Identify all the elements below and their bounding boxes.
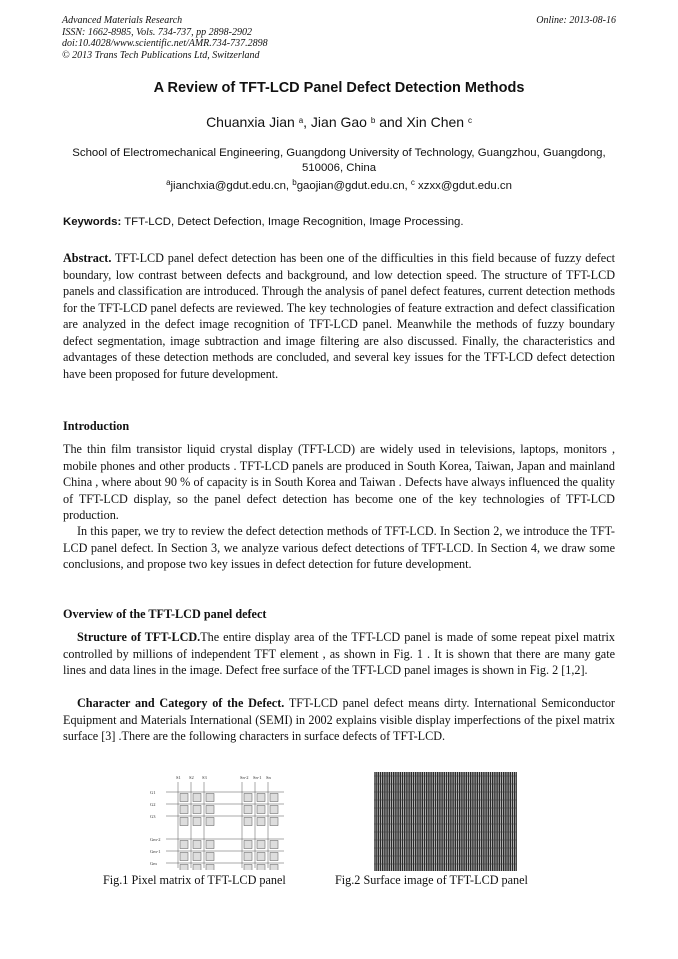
fig1-col-label: Sn-2: [240, 775, 249, 780]
pixel-cell: [206, 818, 214, 826]
pixel-cell: [270, 806, 278, 814]
fig1-row-label: Gm: [150, 861, 157, 866]
fig1-row-label: Gm-2: [150, 837, 161, 842]
author-name: Xin Chen: [406, 114, 465, 130]
pixel-cell: [193, 806, 201, 814]
pixel-cell: [206, 853, 214, 861]
email-link[interactable]: gaojian@gdut.edu.cn,: [296, 180, 411, 192]
paper-title: A Review of TFT-LCD Panel Defect Detection Methods: [153, 80, 525, 96]
pixel-cell: [257, 806, 265, 814]
pixel-cell: [180, 865, 188, 871]
pixel-cell: [244, 794, 252, 802]
author-separator: and: [375, 114, 407, 130]
pixel-cell: [244, 806, 252, 814]
structure-paragraph: [63, 629, 615, 679]
keywords: [63, 216, 615, 228]
pixel-cell: [257, 794, 265, 802]
copyright-line: © 2013 Trans Tech Publications Ltd, Switzerland: [62, 49, 260, 61]
pixel-cell: [180, 806, 188, 814]
pixel-cell: [270, 818, 278, 826]
pixel-cell: [193, 853, 201, 861]
issn-line: ISSN: 1662-8985, Vols. 734-737, pp 2898-2902: [62, 26, 252, 38]
email-sup: b: [292, 178, 297, 187]
fig1-row-label: G2: [150, 802, 156, 807]
fig1-col-label: Sn: [266, 775, 271, 780]
email-sup: a: [166, 178, 171, 187]
pixel-cell: [206, 865, 214, 871]
journal-info: [62, 15, 268, 61]
overview-heading: Overview of the TFT-LCD panel defect: [63, 607, 267, 621]
doi-line: doi:10.4028/www.scientific.net/AMR.734-737.2898: [62, 38, 268, 49]
fig1-row-label: G1: [150, 790, 156, 795]
pixel-cell: [180, 818, 188, 826]
pixel-cell: [193, 794, 201, 802]
pixel-cell: [193, 865, 201, 871]
keywords-text: TFT-LCD, Detect Defection, Image Recognition, Image Processing.: [121, 216, 464, 228]
fig1-row-label: G3: [150, 814, 156, 819]
character-paragraph: [63, 695, 615, 745]
fig1-col-label: S3: [202, 775, 207, 780]
pixel-cell: [257, 818, 265, 826]
structure-text: The entire display area of the TFT-LCD panel is made of some repeat pixel matrix controlled by millions of independent TFT element , as shown in Fig. 1 . It is shown that there are many gate lines and data lines in the image. Defect free surface of the TFT-LCD panel images is shown in Fig. 2 [1,2].: [63, 630, 615, 677]
pixel-cell: [244, 853, 252, 861]
character-label: Character and Category of the Defect.: [77, 696, 285, 710]
pixel-cell: [244, 841, 252, 849]
pixel-cell: [270, 865, 278, 871]
pixel-cell: [270, 841, 278, 849]
author-sup: a: [298, 116, 304, 125]
pixel-cell: [180, 853, 188, 861]
author-name: Chuanxia Jian: [206, 114, 295, 130]
author-separator: ,: [303, 114, 311, 130]
email-list: [0, 180, 678, 192]
abstract-text: TFT-LCD panel defect detection has been one of the difficulties in this field because of fuzzy defect boundary, low contrast between defects and background, and low detection speed. The structure of TFT-LCD panels and classification are introduced. Through the analysis of panel defect features, current detection methods for the TFT-LCD panel defects are reviewed. The key technologies of feature extraction and defect classification are analyzed in the defect image recognition of TFT-LCD panel. Meanwhile the methods of fuzzy boundary defect segmentation, image subtraction and image filtering are also discussed. Finally, the characteristics and advantages of these detection methods are concluded, and several key issues for the TFT-LCD defect detection have been proposed for future development.: [63, 251, 615, 381]
pixel-cell: [257, 841, 265, 849]
fig1-row-label: Gm-1: [150, 849, 161, 854]
affiliation: School of Electromechanical Engineering, Guangdong University of Technology, Guangzhou, Guangdong, 510006, China: [72, 147, 606, 174]
fig1-grid: [166, 782, 284, 870]
fig2-caption: Fig.2 Surface image of TFT-LCD panel: [335, 873, 528, 887]
author-sup: c: [467, 116, 472, 125]
pixel-cell: [257, 865, 265, 871]
pixel-cell: [244, 865, 252, 871]
pixel-cell: [180, 794, 188, 802]
character-text: TFT-LCD panel defect means dirty. International Semiconductor Equipment and Materials International (SEMI) in 2002 explains visible display imperfections of the pixel matrix surface [3] .There are the following characters in surface defects of TFT-LCD.: [63, 696, 615, 743]
fig1-col-label: S2: [189, 775, 194, 780]
pixel-cell: [270, 794, 278, 802]
pixel-cell: [193, 841, 201, 849]
pixel-cell: [206, 794, 214, 802]
surface-image-figure: [374, 772, 517, 871]
pixel-cell: [180, 841, 188, 849]
author-list: [0, 114, 678, 130]
pixel-matrix-figure: [148, 772, 288, 870]
keywords-label: Keywords:: [63, 216, 122, 228]
fig1-caption: Fig.1 Pixel matrix of TFT-LCD panel: [103, 873, 286, 887]
introduction-paragraph: In this paper, we try to review the defect detection methods of TFT-LCD. In Section 2, we introduce the TFT-LCD panel defect. In Section 3, we analyze various defect detections of TFT-LCD. In Section 4, we draw some conclusions, and propose two key issues in defect detection for future development.: [63, 524, 615, 571]
pixel-cell: [206, 841, 214, 849]
introduction-paragraph: The thin film transistor liquid crystal display (TFT-LCD) are widely used in televisions, laptops, monitors , mobile phones and other products . TFT-LCD panels are produced in South Korea, Taiwan, Japan and mainland China , where about 90 % of capacity is in South Korea and Taiwan . Defects have always influenced the quality of TFT-LCD display, so the panel defect detection has become one of the key technologies of TFT-LCD production.: [63, 442, 615, 522]
author-name: Jian Gao: [310, 114, 367, 130]
journal-name: Advanced Materials Research: [62, 15, 183, 26]
online-date: Online: 2013-08-16: [536, 15, 616, 26]
pixel-cell: [244, 818, 252, 826]
pixel-cell: [270, 853, 278, 861]
email-link[interactable]: jianchxia@gdut.edu.cn,: [170, 180, 293, 192]
introduction-heading: Introduction: [63, 419, 130, 433]
pixel-cell: [206, 806, 214, 814]
abstract: [63, 250, 615, 382]
abstract-label: Abstract.: [63, 251, 112, 265]
fig1-col-label: S1: [176, 775, 181, 780]
email-link[interactable]: xzxx@gdut.edu.cn: [414, 180, 512, 192]
fig1-col-label: Sn-1: [253, 775, 262, 780]
author-sup: b: [370, 116, 376, 125]
email-sup: c: [410, 178, 415, 187]
pixel-cell: [257, 853, 265, 861]
pixel-cell: [193, 818, 201, 826]
structure-label: Structure of TFT-LCD.: [77, 630, 201, 644]
